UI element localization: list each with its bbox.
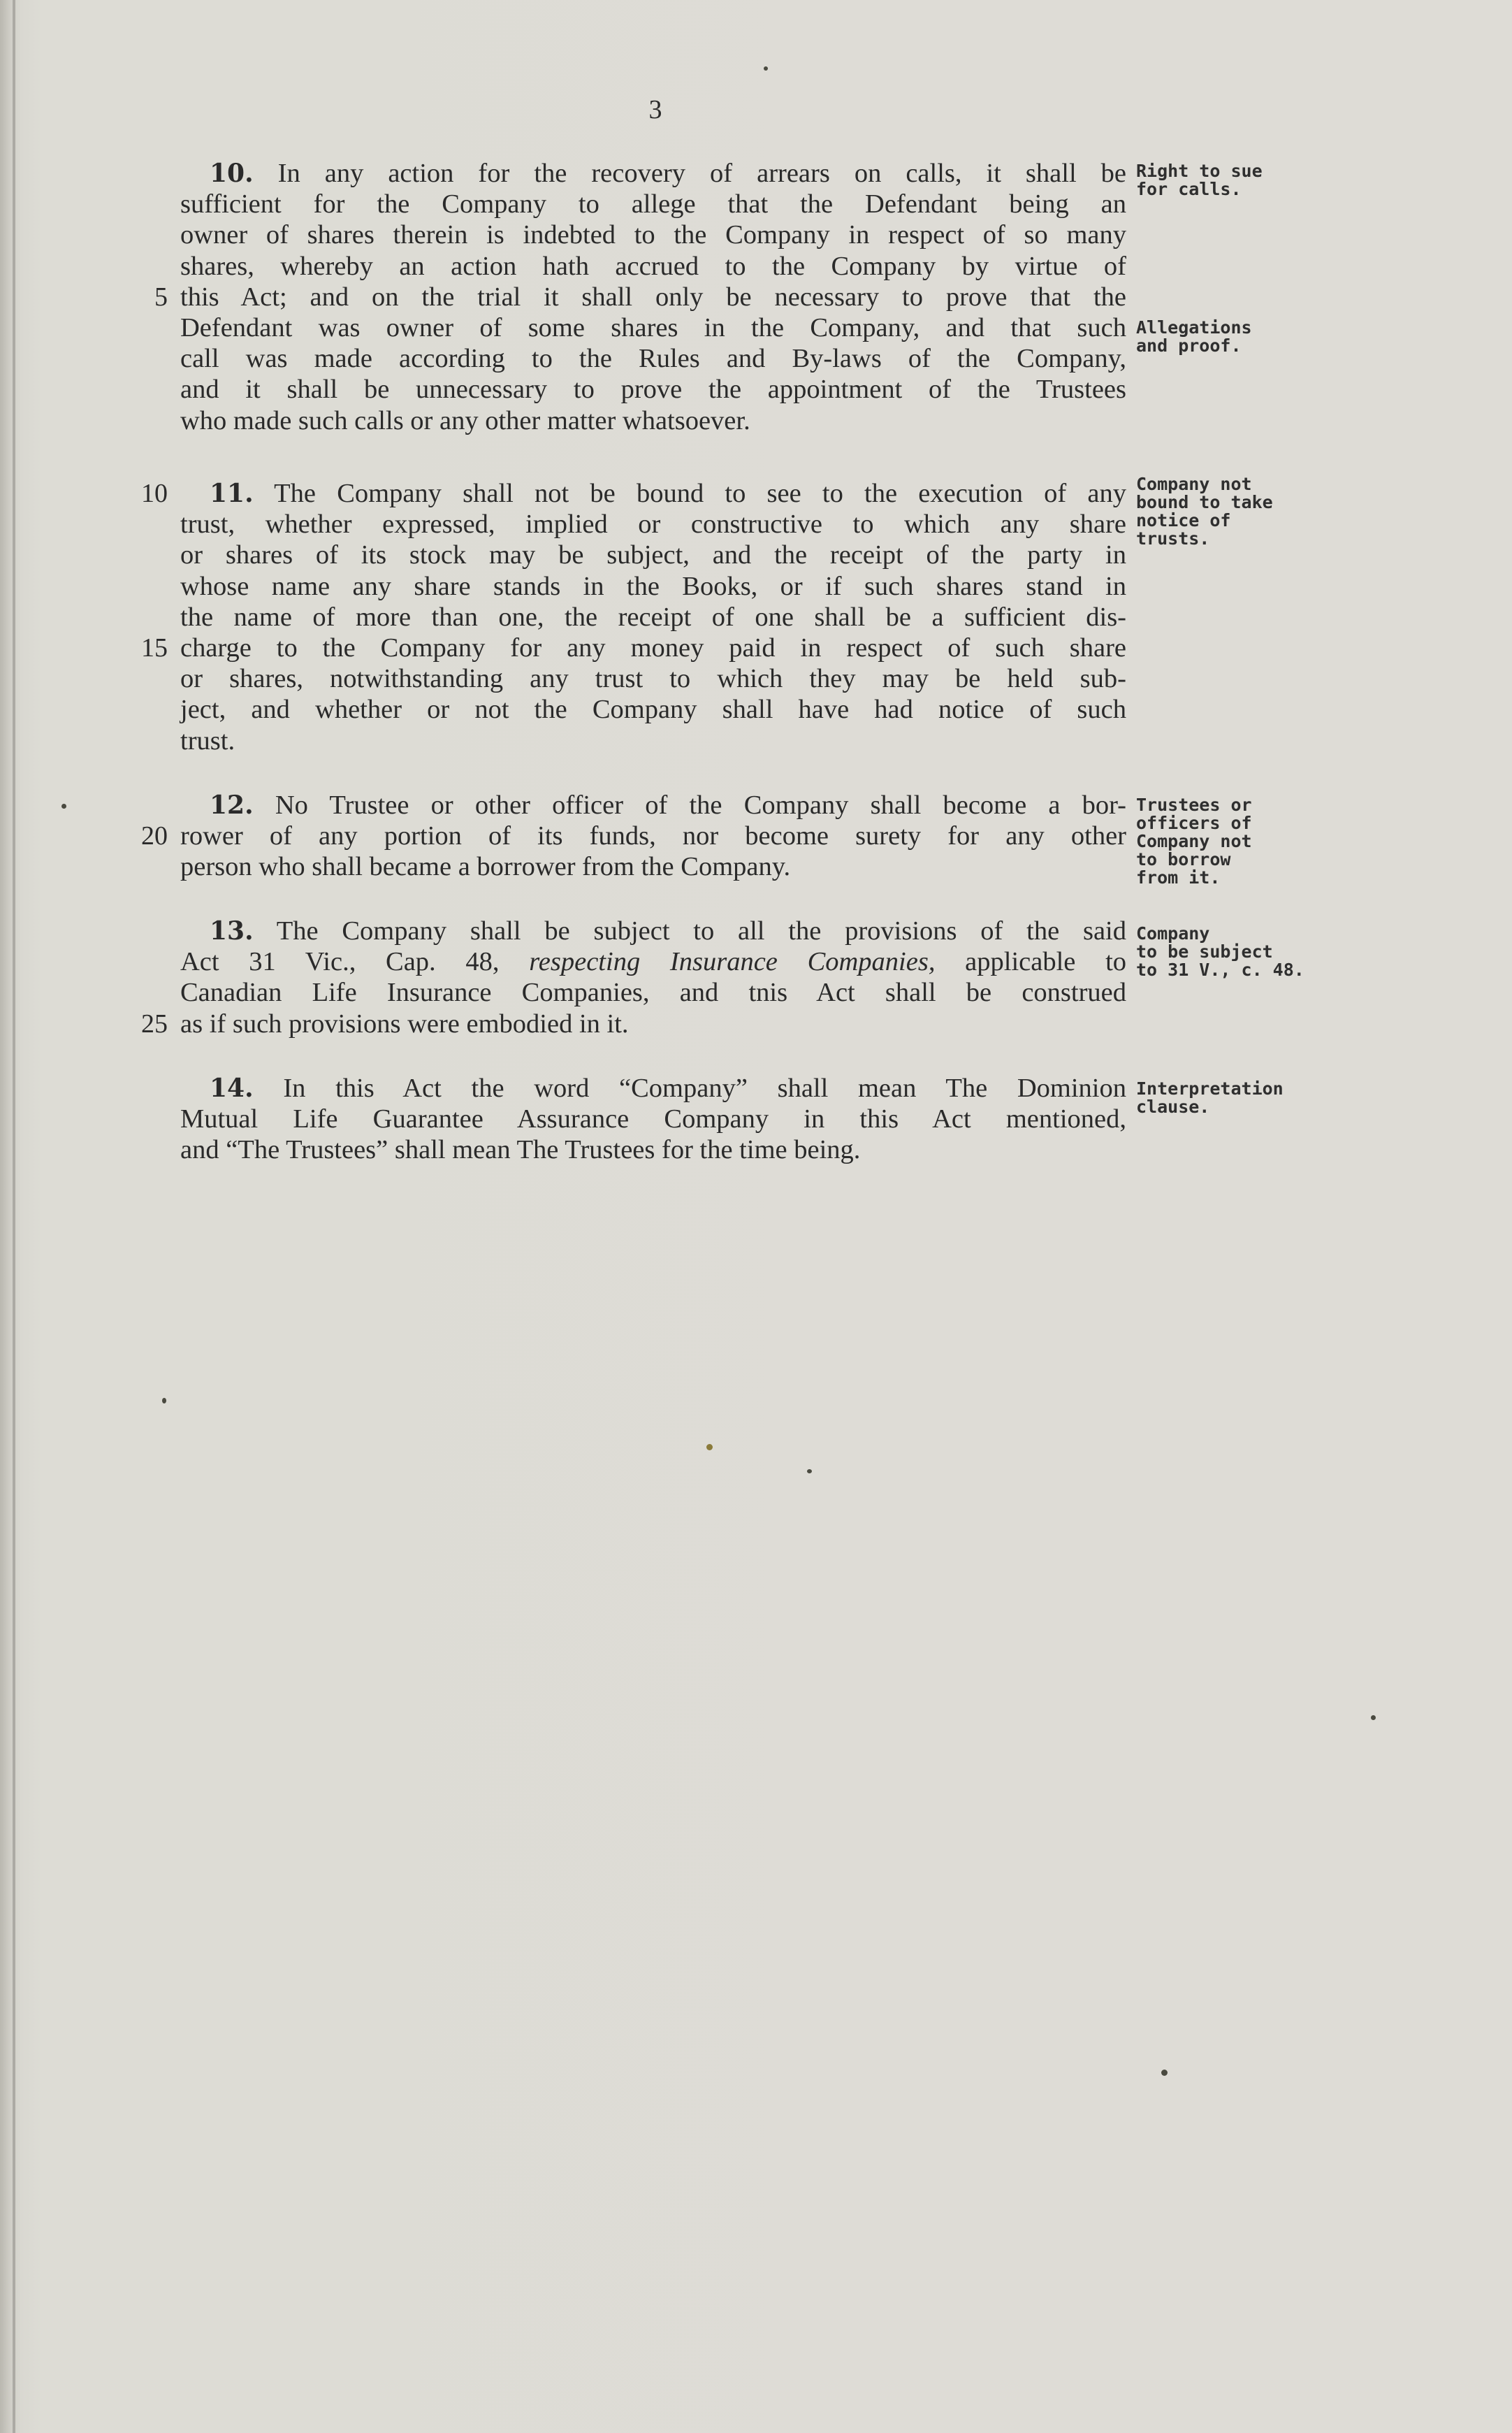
section-line: rower of any portion of its funds, nor become surety for any other (180, 821, 1126, 851)
line-number: 5 (154, 282, 168, 312)
page-number: 3 (648, 95, 662, 124)
line-number: 20 (141, 821, 168, 851)
section-line: the name of more than one, the receipt of one shall be a sufficient dis- (180, 602, 1126, 632)
section-line: 10. In any action for the recovery of arrears on calls, it shall be (210, 159, 1126, 188)
section-line: shares, whereby an action hath accrued to the Company by virtue of (180, 251, 1126, 281)
section-line: Act 31 Vic., Cap. 48, respecting Insurance Companies, applicable to (180, 947, 1127, 977)
marginal-note-interpretation: Interpretation clause. (1136, 1078, 1284, 1117)
paper-speck (706, 1444, 713, 1450)
paper-speck (764, 66, 768, 71)
section-line: and it shall be unnecessary to prove the appointment of the Trustees (180, 375, 1126, 405)
section-14 (180, 1073, 1126, 1166)
section-line: 13. The Company shall be subject to all the provisions of the said (210, 916, 1126, 946)
section-number: 13. (210, 916, 254, 946)
section-number: 14. (210, 1074, 254, 1103)
section-10 (180, 158, 1126, 436)
section-line: or shares, notwithstanding any trust to which they may be held sub- (180, 664, 1126, 694)
section-line: whose name any share stands in the Books, or if such shares stand in (180, 571, 1126, 601)
section-line: 11. The Company shall not be bound to see to the execution of any (210, 479, 1126, 508)
section-line: who made such calls or any other matter whatsoever. (180, 405, 750, 435)
section-line: trust. (180, 725, 235, 756)
section-line: 14. In this Act the word “Company” shall mean The Dominion (210, 1074, 1127, 1103)
section-line: owner of shares therein is indebted to the Company in respect of so many (180, 220, 1126, 250)
section-line: Canadian Life Insurance Companies, and tnis Act shall be construed (180, 978, 1126, 1008)
section-line: sufficient for the Company to allege that the Defendant being an (180, 189, 1126, 219)
section-line: 12. No Trustee or other officer of the Company shall become a bor- (210, 790, 1127, 820)
section-line: call was made according to the Rules and By-laws of the Company, (180, 344, 1126, 374)
paper-speck (807, 1469, 812, 1473)
marginal-note-allegations: Allegations and proof. (1136, 317, 1252, 356)
marginal-note-right-to-sue: Right to sue for calls. (1136, 161, 1263, 199)
section-11 (180, 478, 1126, 756)
marginal-note-trustees-borrow: Trustees or officers of Company not to borrow from it. (1136, 795, 1252, 888)
section-line: ject, and whether or not the Company shall have had notice of such (180, 695, 1126, 725)
paper-speck (61, 804, 66, 809)
section-number: 11. (210, 479, 254, 508)
section-line: person who shall became a borrower from the Company. (180, 852, 791, 882)
marginal-note-company-not-bound: Company not bound to take notice of trusts. (1136, 474, 1273, 549)
line-number: 25 (141, 1009, 168, 1039)
paper-speck (1371, 1715, 1376, 1720)
section-line: as if such provisions were embodied in it. (180, 1009, 629, 1039)
section-number: 12. (210, 790, 254, 820)
section-line: Mutual Life Guarantee Assurance Company in this Act mentioned, (180, 1104, 1126, 1134)
italic-act-title: respecting Insurance Companies, (529, 947, 936, 977)
paper-speck (1161, 2070, 1168, 2076)
section-line: trust, whether expressed, implied or constructive to which any share (180, 510, 1126, 540)
paper-speck (162, 1398, 166, 1403)
section-line: this Act; and on the trial it shall only be necessary to prove that the (180, 282, 1126, 312)
page-binding-edge (13, 0, 15, 2433)
section-line: or shares of its stock may be subject, and the receipt of the party in (180, 540, 1126, 570)
line-number: 15 (141, 633, 168, 663)
section-line: charge to the Company for any money paid in respect of such share (180, 633, 1126, 663)
section-number: 10. (210, 159, 254, 188)
marginal-note-subject-to-act: Company to be subject to 31 V., c. 48. (1136, 923, 1304, 980)
section-13 (180, 916, 1126, 1039)
section-12 (180, 790, 1126, 883)
section-line: Defendant was owner of some shares in the Company, and that such (180, 313, 1126, 343)
line-number: 10 (141, 479, 168, 508)
section-line: and “The Trustees” shall mean The Trustees for the time being. (180, 1135, 861, 1165)
